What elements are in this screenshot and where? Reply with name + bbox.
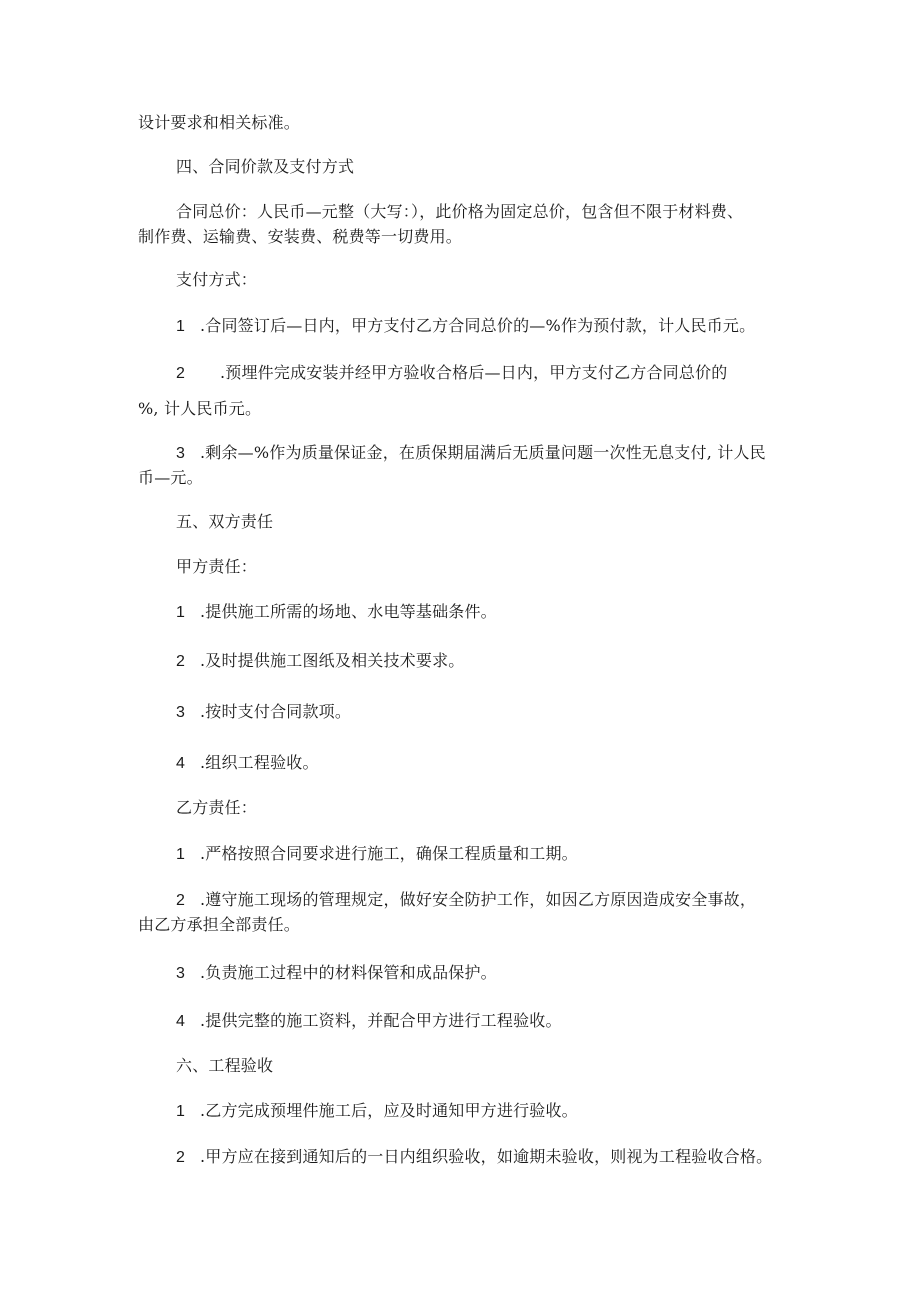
list-number: 1 [176,846,186,863]
list-item-text: .剩余—%作为质量保证金，在质保期届满后无质量问题一次性无息支付, 计人民 [200,443,766,462]
payment-item-3-continuation: 币—元。 [138,468,203,487]
list-number: 2 [176,892,186,909]
payment-method-label: 支付方式： [176,270,258,289]
total-price-line-1: 合同总价：人民币—元整（大写：），此价格为固定总价，包含但不限于材料费、 [176,202,744,221]
list-item-text: .甲方应在接到通知后的一日内组织验收，如逾期未验收，则视为工程验收合格。 [200,1147,773,1166]
list-item-text: .乙方完成预埋件施工后，应及时通知甲方进行验收。 [200,1101,578,1120]
payment-item-3 [176,442,766,465]
list-item-text: .负责施工过程中的材料保管和成品保护。 [200,963,497,982]
party-b-item-2 [176,889,756,912]
section-6-heading: 六、工程验收 [176,1056,274,1075]
paragraph-design-tail: 设计要求和相关标准。 [138,113,301,132]
section-4-heading: 四、合同价款及支付方式 [176,157,355,176]
party-a-item-1 [176,601,497,624]
list-number: 3 [176,704,186,721]
party-b-item-2-continuation: 由乙方承担全部责任。 [138,915,301,934]
list-number: 2 [176,365,186,382]
section-5-heading: 五、双方责任 [176,512,274,531]
list-item-text: .预埋件完成安装并经甲方验收合格后—日内，甲方支付乙方合同总价的 [220,363,728,382]
list-item-text: .合同签订后—日内，甲方支付乙方合同总价的—%作为预付款，计人民币元。 [200,316,756,335]
party-b-item-4 [176,1010,562,1033]
list-number: 3 [176,445,186,462]
party-b-item-1 [176,843,578,866]
party-a-item-3 [176,701,351,724]
acceptance-item-2 [176,1146,772,1169]
list-number: 3 [176,965,186,982]
payment-item-2 [176,362,728,385]
list-item-text: .提供完整的施工资料，并配合甲方进行工程验收。 [200,1011,562,1030]
party-b-label: 乙方责任： [176,798,258,817]
list-item-text: .提供施工所需的场地、水电等基础条件。 [200,602,497,621]
list-item-text: .按时支付合同款项。 [200,702,352,721]
list-number: 4 [176,1013,186,1030]
party-a-item-4 [176,752,319,775]
party-a-item-2 [176,650,465,673]
list-number: 2 [176,653,186,670]
payment-item-2-continuation: %, 计人民币元。 [138,399,262,418]
list-item-text: .组织工程验收。 [200,753,319,772]
list-number: 1 [176,318,186,335]
list-number: 1 [176,604,186,621]
acceptance-item-1 [176,1100,578,1123]
list-item-text: .遵守施工现场的管理规定，做好安全防护工作，如因乙方原因造成安全事故， [200,890,757,909]
party-b-item-3 [176,962,497,985]
list-number: 4 [176,755,186,772]
payment-item-1 [176,315,755,338]
list-item-text: .及时提供施工图纸及相关技术要求。 [200,651,465,670]
list-item-text: .严格按照合同要求进行施工，确保工程质量和工期。 [200,844,578,863]
list-number: 2 [176,1149,186,1166]
party-a-label: 甲方责任： [176,557,258,576]
total-price-line-2: 制作费、运输费、安装费、税费等一切费用。 [138,227,463,246]
list-number: 1 [176,1103,186,1120]
